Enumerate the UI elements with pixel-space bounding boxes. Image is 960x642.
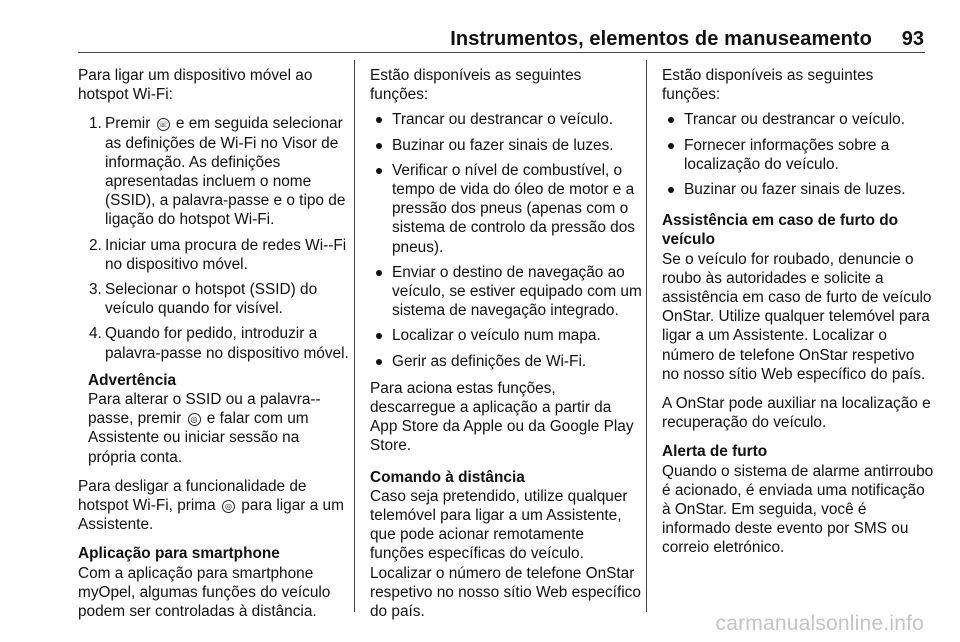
list-item	[662, 136, 934, 174]
step-text: Quando for pedido, introduzir a palavra-passe no dispositivo móvel.	[105, 325, 349, 362]
functions-intro: Estão disponíveis as seguintes funções:	[370, 67, 582, 104]
list-item-text: Fornecer informações sobre a localização do veículo.	[684, 136, 890, 173]
bullet-dot	[376, 270, 382, 276]
list-item-text: Trancar ou destrancar o veículo.	[684, 111, 905, 129]
list-item	[370, 161, 642, 257]
column-middle	[370, 66, 642, 621]
page-number: 93	[901, 28, 924, 50]
column-right	[662, 66, 934, 558]
list-item-text: Trancar ou destrancar o veículo.	[392, 111, 613, 129]
onstar-icon: ◎	[188, 413, 201, 426]
warning-note	[88, 371, 350, 467]
step-text: Selecionar o hotspot (SSID) do veículo quando for visível.	[105, 281, 318, 318]
functions-list	[370, 110, 642, 370]
hotspot-intro: Para ligar um dispositivo móvel ao hotspot Wi-Fi:	[78, 67, 313, 104]
remote-heading: Comando à distância	[370, 468, 525, 486]
theft-text: Se o veículo for roubado, denuncie o roubo às autoridades e solicite a assistência em caso de furto de veículo OnStar. Utilize qualquer telemóvel para ligar a um Assistente. Localizar o número de telefone OnStar respetivo no nosso sítio Web específico do país.	[662, 250, 932, 383]
column-left	[78, 66, 350, 621]
list-item-text: Gerir as definições de Wi-Fi.	[392, 352, 587, 370]
step-number: 1.	[89, 115, 102, 133]
bullet-dot	[668, 143, 674, 149]
bullet-dot	[376, 359, 382, 365]
list-item	[370, 136, 642, 155]
remote-text: Caso seja pretendido, utilize qualquer telemóvel para ligar a um Assistente, que pode acionar remotamente funções específicas do veículo. Localizar o número de telefone OnStar respetivo no nosso sítio Web específico do país.	[370, 487, 641, 621]
column-divider-left	[354, 60, 355, 612]
recovery-text: A OnStar pode auxiliar na localização e recuperação do veículo.	[662, 395, 931, 432]
warning-text-after-icon: e falar com um Assistente ou iniciar sessão na própria conta.	[88, 410, 309, 466]
header-divider	[78, 52, 925, 53]
list-item-text: Verificar o nível de combustível, o tempo de vida do óleo de motor e a pressão dos pneus (apenas com o sistema de controlo da pressão dos pneus).	[392, 161, 635, 256]
bullet-dot	[668, 117, 674, 123]
list-item	[370, 263, 642, 321]
activate-text: Para aciona estas funções, descarregue a aplicação a partir da App Store da Apple ou da Google Play Store.	[370, 379, 634, 455]
bullet-dot	[376, 143, 382, 149]
list-item	[370, 110, 642, 129]
bullet-dot	[668, 187, 674, 193]
functions-intro: Estão disponíveis as seguintes funções:	[662, 67, 874, 104]
hotspot-steps	[78, 114, 350, 362]
alarm-heading: Alerta de furto	[662, 443, 768, 461]
warning-heading: Advertência	[88, 371, 177, 389]
disable-hotspot-text	[78, 477, 350, 535]
theft-heading: Assistência em caso de furto do veículo	[662, 212, 899, 249]
phone-icon: ☏	[158, 120, 169, 130]
step-text-after-icon: e em seguida selecionar as definições de Wi-Fi no Visor de informação. As definições apresentadas incluem o nome (SSID), a palavra-passe e o tipo de ligação do hotspot Wi-Fi.	[105, 115, 346, 229]
app-text: Com a aplicação para smartphone myOpel, algumas funções do veículo podem ser controladas à distância.	[78, 564, 331, 621]
onstar-icon: ◎	[222, 500, 235, 513]
bullet-dot	[376, 168, 382, 174]
step-item	[78, 280, 350, 318]
step-text-before-icon: Premir	[105, 115, 151, 133]
section-title: Instrumentos, elementos de manuseamento	[450, 28, 872, 50]
list-item-text: Localizar o veículo num mapa.	[392, 327, 601, 345]
disable-text-after-icon: para ligar a um Assistente.	[78, 497, 344, 534]
step-number: 4.	[89, 325, 102, 343]
list-item-text: Buzinar ou fazer sinais de luzes.	[684, 181, 906, 199]
watermark-text: carmanualsonline.info	[715, 612, 924, 635]
step-item	[78, 114, 350, 229]
step-number: 2.	[89, 236, 102, 254]
warning-text-before-icon: Para alterar o SSID ou a palavra--passe, premir	[88, 391, 321, 428]
alarm-text: Quando o sistema de alarme antirroubo é acionado, é enviada uma notificação à OnStar. Em seguida, você é informado deste evento por SMS ou correio eletrónico.	[662, 462, 934, 557]
step-item	[78, 236, 350, 274]
list-item	[662, 180, 934, 199]
step-item	[78, 324, 350, 362]
step-number: 3.	[89, 281, 102, 299]
page-header	[0, 0, 960, 52]
list-item	[370, 326, 642, 345]
column-divider-right	[646, 60, 647, 612]
bullet-dot	[376, 333, 382, 339]
disable-text-before-icon: Para desligar a funcionalidade de hotspot Wi-Fi, prima	[78, 477, 307, 515]
app-heading: Aplicação para smartphone	[78, 545, 280, 563]
list-item-text: Enviar o destino de navegação ao veículo, se estiver equipado com um sistema de navegação integrado.	[392, 263, 642, 320]
bullet-dot	[376, 117, 382, 123]
list-item	[370, 352, 642, 371]
step-text: Iniciar uma procura de redes Wi--Fi no dispositivo móvel.	[105, 236, 347, 273]
list-item-text: Buzinar ou fazer sinais de luzes.	[392, 136, 614, 154]
list-item	[662, 110, 934, 129]
functions-list	[662, 110, 934, 199]
